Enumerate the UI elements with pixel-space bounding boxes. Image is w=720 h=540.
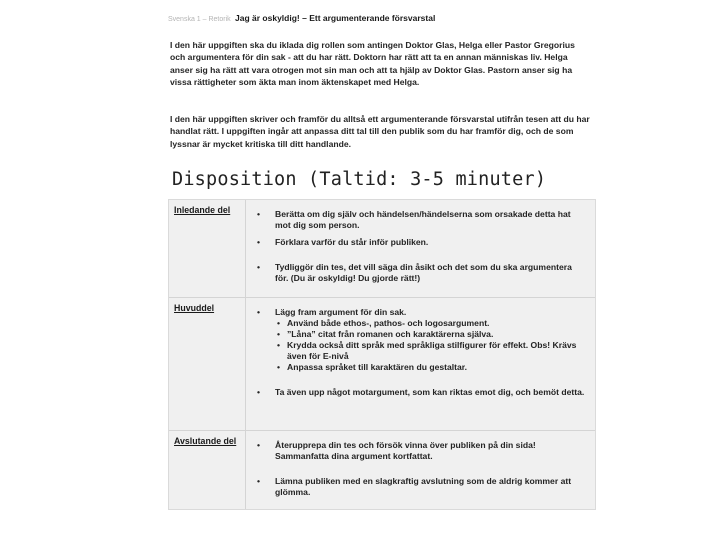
- title-row: [168, 8, 594, 28]
- row-label: Inledande del: [174, 205, 231, 215]
- list-item: • Förklara varför du står inför publiken.: [257, 237, 587, 248]
- document-title: Jag är oskyldig! – Ett argumenterande försvarstal: [235, 13, 436, 23]
- list-item: • Ta även upp något motargument, som kan riktas emot dig, och bemöt detta.: [257, 387, 587, 398]
- table-row: [169, 200, 595, 298]
- column-divider: [245, 200, 246, 297]
- task-paragraph: I den här uppgiften skriver och framför du alltså ett argumenterande försvarstal utifrån tesen att du har handlat rätt. I uppgiften ingår att anpassa ditt tal till den publik som du har framför dig, och de som lyssnar är mycket kritiska till ditt handlande.: [170, 114, 590, 149]
- list-item: • Lämna publiken med en slagkraftig avslutning som de aldrig kommer att glömma.: [257, 476, 587, 498]
- sub-list-item: • Anpassa språket till karaktären du gestaltar.: [257, 362, 587, 373]
- column-divider: [245, 298, 246, 430]
- pretitle: Svenska 1 – Retorik: [168, 16, 231, 23]
- column-divider: [245, 431, 246, 509]
- sub-list-item: • Använd både ethos-, pathos- och logosargument.: [257, 318, 587, 329]
- row-label: Huvuddel: [174, 303, 215, 313]
- row-content: [257, 307, 587, 398]
- table-row: [169, 298, 595, 431]
- table-row: [169, 431, 595, 509]
- row-content: [257, 440, 587, 498]
- list-item: • Återupprepa din tes och försök vinna över publiken på din sida! Sammanfatta dina argument kortfattat.: [257, 440, 587, 462]
- row-content: [257, 209, 587, 284]
- list-item: • Lägg fram argument för din sak.: [257, 307, 587, 318]
- list-item: • Berätta om dig själv och händelsen/händelserna som orsakade detta hat mot dig som person.: [257, 209, 587, 231]
- disposition-heading: Disposition (Taltid: 3-5 minuter): [172, 169, 547, 190]
- row-label: Avslutande del: [174, 436, 237, 446]
- document: [168, 8, 594, 497]
- sub-list-item: • ”Låna” citat från romanen och karaktärerna själva.: [257, 329, 587, 340]
- sub-list-item: • Krydda också ditt språk med språkliga stilfigurer för effekt. Obs! Krävs även för E-nivå: [257, 340, 587, 362]
- intro-paragraph: I den här uppgiften ska du iklada dig rollen som antingen Doktor Glas, Helga eller Pastor Gregorius och argumentera för din sak - att du har rätt. Doktorn har rätt att ta en annan människas liv. Helga anser sig ha rätt att vara otrogen mot sin man och att ta hjälp av Doktor Glas. Pastorn anser sig ha vissa rättigheter som äkta man inom äktenskapet med Helga.: [170, 40, 575, 87]
- disposition-table: [168, 199, 596, 510]
- list-item: • Tydliggör din tes, det vill säga din åsikt och det som du ska argumentera för. (Du är oskyldig! Du gjorde rätt!): [257, 262, 587, 284]
